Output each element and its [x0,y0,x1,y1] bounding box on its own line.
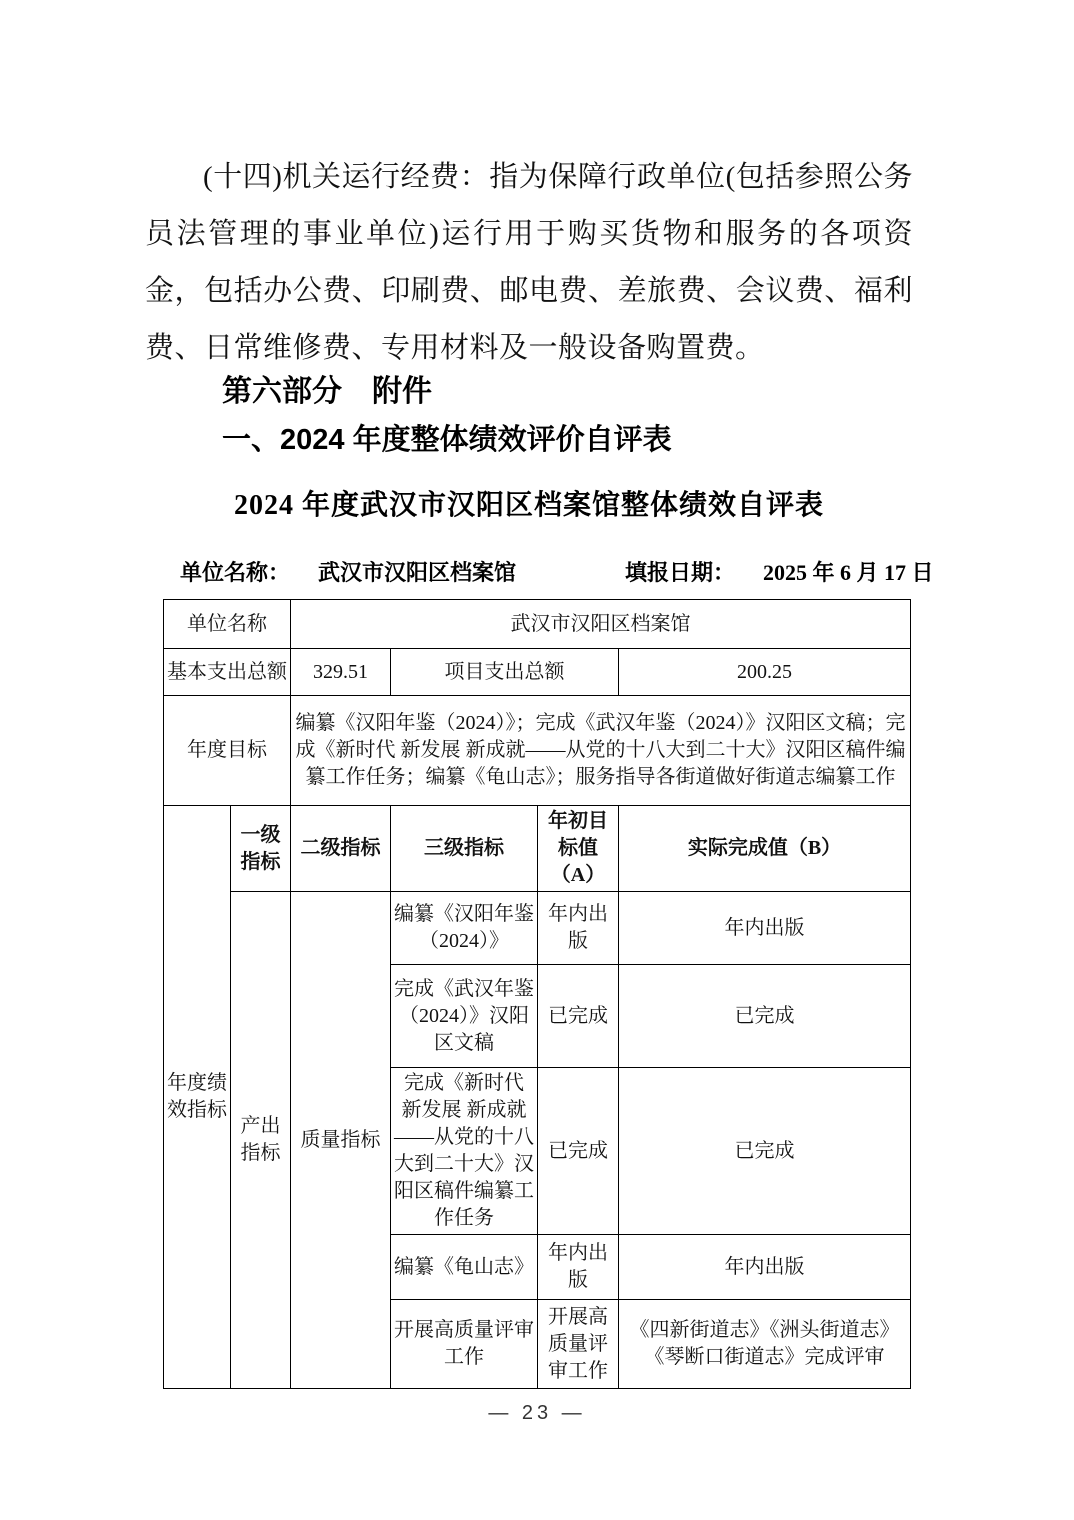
unit-name-group [180,556,516,587]
page-number: — 23 — [488,1402,586,1424]
cell-actual-value: 年内出版 [619,892,911,965]
cell-target-value: 年内出版 [538,1235,619,1300]
cell-indicator: 编纂《汉阳年鉴（2024）》 [391,892,538,965]
cell-target-value: 年内出版 [538,892,619,965]
cell-indicator: 编纂《龟山志》 [391,1235,538,1300]
unit-name-label: 单位名称： [180,560,291,585]
cell-project-expense-label: 项目支出总额 [391,649,619,696]
cell-group-output: 产出指标 [231,892,291,1389]
section-heading: 第六部分 附件 [222,375,432,408]
cell-actual-value: 已完成 [619,965,911,1068]
cell-basic-expense-value: 329.51 [291,649,391,696]
cell-group-quality: 质量指标 [291,892,391,1389]
cell-indicator: 开展高质量评审工作 [391,1300,538,1389]
cell-target-value: 开展高质量评审工作 [538,1300,619,1389]
cell-actual-value: 年内出版 [619,1235,911,1300]
cell-group-annual-performance: 年度绩效指标 [164,806,231,1389]
cell-header-level3: 三级指标 [391,806,538,892]
cell-unit-name-value: 武汉市汉阳区档案馆 [291,600,911,649]
cell-unit-name-label: 单位名称 [164,600,291,649]
subsection-heading: 一、2024 年度整体绩效评价自评表 [222,424,672,456]
cell-header-target: 年初目标值（A） [538,806,619,892]
report-date-group [625,556,934,587]
table-title: 2024 年度武汉市汉阳区档案馆整体绩效自评表 [233,490,824,521]
unit-name-value: 武汉市汉阳区档案馆 [318,560,517,585]
cell-annual-goal-label: 年度目标 [164,696,291,806]
report-date-value: 2025 年 6 月 17 日 [763,560,934,585]
cell-header-actual: 实际完成值（B） [619,806,911,892]
cell-target-value: 已完成 [538,965,619,1068]
cell-actual-value: 《四新街道志》《洲头街道志》《琴断口街道志》完成评审 [619,1300,911,1389]
cell-header-level2: 二级指标 [291,806,391,892]
performance-table [163,599,911,1389]
cell-annual-goal-value: 编纂《汉阳年鉴（2024）》；完成《武汉年鉴（2024）》汉阳区文稿；完成《新时代 新发展 新成就——从党的十八大到二十大》汉阳区稿件编纂工作任务；编纂《龟山志》；服务指导各街道做好街道志编纂工作 [291,696,911,806]
cell-indicator: 完成《武汉年鉴（2024）》汉阳区文稿 [391,965,538,1068]
cell-target-value: 已完成 [538,1068,619,1235]
report-date-label: 填报日期： [625,560,736,585]
cell-actual-value: 已完成 [619,1068,911,1235]
paragraph-operating-expenses: (十四)机关运行经费：指为保障行政单位(包括参照公务员法管理的事业单位)运行用于购买货物和服务的各项资金，包括办公费、印刷费、邮电费、差旅费、会议费、福利费、日常维修费、专用材料及一般设备购置费。 [145,161,913,364]
cell-indicator: 完成《新时代 新发展 新成就——从党的十八大到二十大》汉阳区稿件编纂工作任务 [391,1068,538,1235]
cell-basic-expense-label: 基本支出总额 [164,649,291,696]
cell-header-level1: 一级指标 [231,806,291,892]
cell-project-expense-value: 200.25 [619,649,911,696]
